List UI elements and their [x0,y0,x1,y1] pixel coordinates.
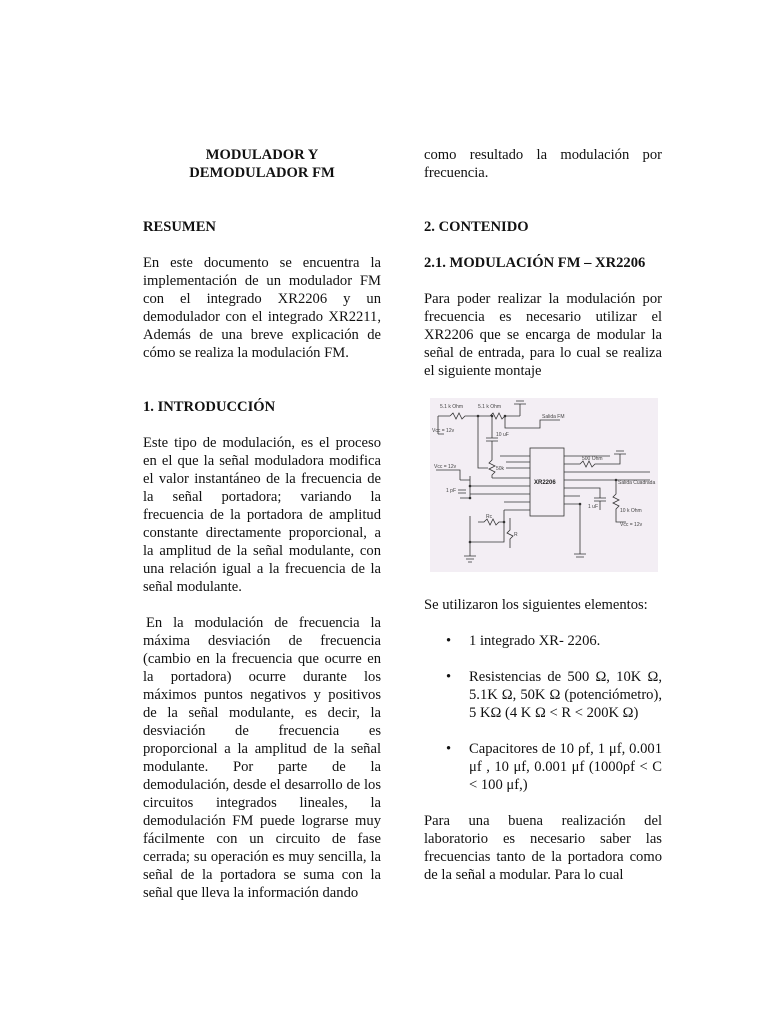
elements-intro: Se utilizaron los siguientes elementos: [424,597,648,613]
continuation-text: como resultado la modulación por frecuencia. [424,147,662,181]
circuit-schematic [430,398,658,572]
modulacion-subheading: 2.1. MODULACIÓN FM – XR2206 [424,255,646,271]
montaje-paragraph: Para poder realizar la modulación por frecuencia es necesario utilizar el XR2206 que se encarga de modular la señal de entrada, para lo cual se realiza el siguiente montaje [424,291,662,379]
circuit-label-r: R [514,532,518,538]
circuit-label-vcc2: Vcc = 12v [434,464,457,470]
intro-paragraph-1: Este tipo de modulación, es el proceso en el que la señal moduladora modifica el valor instantáneo de la frecuencia de la señal portadora; variando la frecuencia de la portadora de amplitud constante directamente proporcional, a la amplitud de la señal modulante, con una relación igual a la frecuencia de la señal modulante. [143,435,381,595]
final-paragraph: Para una buena realización del laboratorio es necesario saber las frecuencias tanto de la portadora como de la señal a modular. Para lo cual [424,813,662,883]
circuit-label-r500: 500 Ohm [582,456,603,462]
right-column [424,146,662,380]
right-column-lower [424,596,662,884]
circuit-label-salida-cuadrada: Salida Cuadrada [618,480,656,486]
resumen-heading: RESUMEN [143,219,216,235]
circuit-label-vcc3: Vcc = 12v [620,522,643,528]
circuit-label-r10k: 10 k Ohm [620,508,642,514]
title-line-1: MODULADOR Y [205,147,319,163]
list-item: • Resistencias de 500 Ω, 10K Ω, 5.1K Ω, 50K Ω (potenciómetro), 5 KΩ (4 K Ω < R < 200K Ω) [446,669,662,721]
circuit-label-pot: 50k [496,466,505,472]
title-line-2: DEMODULADOR FM [189,165,335,181]
elements-list [424,632,662,794]
bullet-icon: • [446,633,452,649]
list-item: • Capacitores de 10 ρf, 1 μf, 0.001 μf , 10 μf, 0.001 μf (1000ρf < C < 100 μf,) [446,741,662,793]
circuit-label-vcc1: Vcc = 12v [432,428,455,434]
circuit-label-r2: 5.1 k Ohm [478,404,502,410]
ic-label: XR2206 [534,480,556,486]
left-column [143,146,381,902]
contenido-heading: 2. CONTENIDO [424,219,529,235]
resumen-text: En este documento se encuentra la implementación de un modulador FM con el integrado XR2206 y un demodulador con el integrado XR2211, Además de una breve explicación de cómo se realiza la modulación FM. [143,255,381,361]
circuit-label-salida-fm: Salida FM [542,414,565,420]
circuit-label-cap1pf: 1 pF [446,488,457,494]
bullet-icon: • [446,669,452,685]
document-title [143,146,381,182]
list-item: • 1 integrado XR- 2206. [446,633,601,649]
circuit-label-r1: 5.1 k Ohm [440,404,464,410]
circuit-label-cap10uf: 10 uF [496,432,509,438]
circuit-label-cap1uf: 1 uF [588,504,599,510]
circuit-label-rc: Rc [486,514,493,520]
intro-heading: 1. INTRODUCCIÓN [143,399,276,415]
intro-paragraph-2: En la modulación de frecuencia la máxima desviación de frecuencia (cambio en la frecuencia que ocurre en la portadora) ocurre durante los máximos puntos negativos y positivos de la señal modulante, es decir, la desviación de frecuencia es proporcional a la amplitud de la señal modulante. Por parte de la demodulación, desde el desarrollo de los circuitos integrados lineales, la demodulación FM puede lograrse muy fácilmente con un circuito de fase cerrada; su operación es muy sencilla, la señal de la portadora se suma con la señal que lleva la información dando [143,615,381,901]
bullet-icon: • [446,741,452,757]
circuit-diagram [430,398,658,572]
